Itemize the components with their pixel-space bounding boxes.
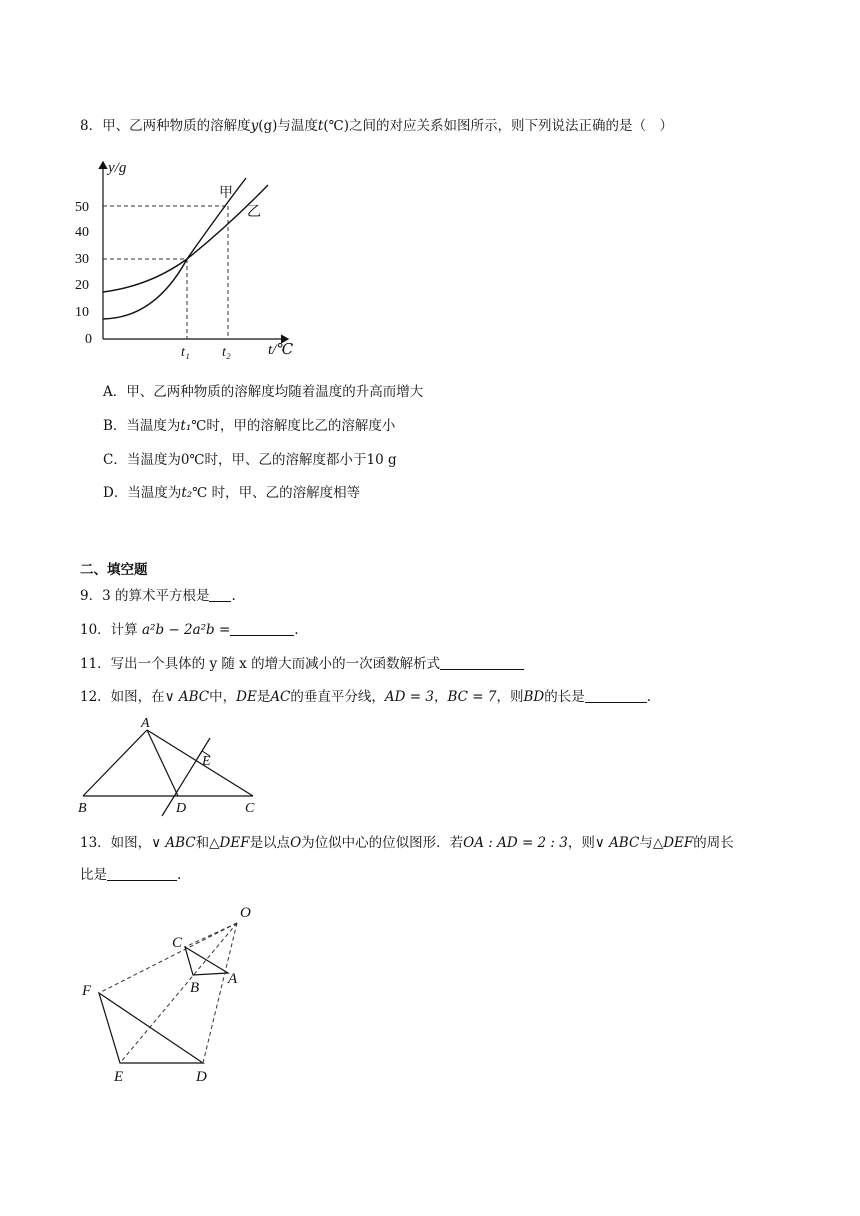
q12-text: 的垂直平分线， bbox=[290, 689, 385, 705]
q12-figure bbox=[70, 712, 270, 818]
q13-text: 和 bbox=[195, 835, 210, 851]
solubility-graph bbox=[70, 150, 310, 365]
q12 bbox=[80, 687, 651, 707]
point-c-label: C bbox=[245, 801, 255, 816]
option-math: t₂ bbox=[181, 485, 193, 501]
y-symbol: y bbox=[250, 118, 259, 134]
q10-text: 10．计算 bbox=[80, 622, 138, 638]
q13-text-end: . bbox=[177, 867, 182, 883]
q13-triangle: ABC bbox=[609, 835, 640, 851]
option-text: A．甲、乙两种物质的溶解度均随着温度的升高而增大 bbox=[103, 384, 424, 400]
option-math: t₁ bbox=[180, 418, 192, 434]
q13-line1 bbox=[80, 833, 734, 853]
q12-eq: AD = 3 bbox=[384, 689, 434, 705]
point-f-label: F bbox=[82, 983, 92, 999]
q12-eq: BC = 7 bbox=[447, 689, 497, 705]
point-a-label: A bbox=[228, 971, 238, 987]
q8-stem-part: 之间的对应关系如图所示，则下列说法正确的是（ ） bbox=[349, 118, 673, 134]
q10-expression: a²b − 2a²b = bbox=[141, 622, 231, 638]
q13-triangle: ABC bbox=[165, 835, 196, 851]
triangle-symbol: △ bbox=[209, 835, 220, 851]
option-text: ℃时，甲的溶解度比乙的溶解度小 bbox=[191, 418, 396, 434]
q13-triangle: DEF bbox=[219, 835, 250, 851]
curve-jia-label: 甲 bbox=[219, 186, 233, 201]
q8-stem-part: 8．甲、乙两种物质的溶解度 bbox=[80, 118, 251, 134]
y-unit: (g) bbox=[258, 118, 278, 134]
y-tick-30: 30 bbox=[75, 252, 89, 267]
curve-yi bbox=[103, 185, 268, 292]
option-text: C．当温度为0℃时，甲、乙的溶解度都小于 bbox=[103, 452, 367, 468]
point-a-label: A bbox=[141, 716, 150, 731]
x-axis-label: t/℃ bbox=[268, 342, 294, 358]
q9-text: 9．3 的算术平方根是 bbox=[80, 588, 210, 604]
q13-text: 与 bbox=[639, 835, 653, 851]
triangle-symbol: ∨ bbox=[164, 689, 179, 705]
q9 bbox=[80, 586, 236, 606]
q11 bbox=[80, 654, 524, 674]
section-title: 二、填空题 bbox=[80, 562, 148, 578]
q8-stem-part: 与温度 bbox=[277, 118, 318, 134]
q13-text: 是以点 bbox=[249, 835, 291, 851]
y-tick-20: 20 bbox=[75, 278, 89, 293]
q13-figure bbox=[70, 895, 270, 1095]
q8-option-d[interactable] bbox=[103, 483, 360, 503]
q11-answer-blank[interactable] bbox=[440, 655, 524, 670]
point-b-label: B bbox=[78, 801, 87, 816]
triangle-symbol: ∨ bbox=[594, 835, 610, 851]
y-tick-50: 50 bbox=[75, 200, 89, 215]
point-e-label: E bbox=[114, 1069, 124, 1085]
t-unit: (℃) bbox=[323, 118, 349, 134]
x-tick-t2: t₂ bbox=[222, 345, 231, 360]
triangle-symbol: △ bbox=[652, 835, 664, 851]
point-d-label: D bbox=[196, 1069, 207, 1085]
q12-seg: BD bbox=[523, 689, 545, 705]
q13-ratio: OA : AD = 2 : 3 bbox=[463, 835, 568, 851]
q12-text-end: . bbox=[646, 689, 651, 705]
q13-text: 为位似中心的位似图形．若 bbox=[301, 835, 464, 851]
q11-text: 11．写出一个具体的 y 随 x 的增大而减小的一次函数解析式 bbox=[80, 656, 441, 672]
triangle-symbol: ∨ bbox=[151, 835, 166, 851]
q12-seg: DE bbox=[236, 689, 257, 705]
q10 bbox=[80, 620, 299, 640]
q8-option-a[interactable] bbox=[103, 382, 423, 402]
q13-point: O bbox=[290, 835, 302, 851]
q12-text: 是 bbox=[256, 689, 271, 705]
q12-text: ， bbox=[433, 689, 448, 705]
t-symbol: t bbox=[317, 118, 324, 134]
q12-answer-blank[interactable] bbox=[585, 688, 647, 703]
q12-text: 中， bbox=[209, 689, 237, 705]
q8-option-b[interactable] bbox=[103, 416, 395, 436]
q8-option-c[interactable] bbox=[103, 450, 397, 470]
point-c-label: C bbox=[172, 935, 183, 951]
option-text: ℃ 时，甲、乙的溶解度相等 bbox=[192, 485, 361, 501]
q12-text: 的长是 bbox=[544, 689, 585, 705]
q13-text: ，则 bbox=[567, 835, 595, 851]
curve-yi-label: 乙 bbox=[247, 205, 261, 220]
q13-text: 13．如图， bbox=[80, 835, 152, 851]
point-e-label: E bbox=[202, 754, 211, 769]
option-math: 10 g bbox=[366, 452, 397, 468]
q12-seg: AC bbox=[270, 689, 291, 705]
y-tick-0: 0 bbox=[85, 332, 92, 347]
q13-triangle: DEF bbox=[663, 835, 694, 851]
point-o-label: O bbox=[240, 905, 251, 921]
q10-answer-blank[interactable] bbox=[230, 621, 294, 636]
y-tick-40: 40 bbox=[75, 225, 89, 240]
q13-text: 的周长 bbox=[693, 835, 734, 851]
point-d-label: D bbox=[176, 801, 187, 816]
y-tick-10: 10 bbox=[75, 305, 89, 320]
q9-text-end: . bbox=[231, 588, 236, 604]
q12-text: ，则 bbox=[496, 689, 524, 705]
point-b-label: B bbox=[190, 980, 200, 996]
q8-stem bbox=[80, 116, 673, 136]
option-text: D．当温度为 bbox=[103, 485, 182, 501]
x-tick-t1: t₁ bbox=[181, 345, 190, 360]
q13-text: 比是 bbox=[80, 867, 107, 883]
q13-line2 bbox=[80, 865, 181, 885]
q10-text-end: . bbox=[294, 622, 299, 638]
q9-answer-blank[interactable] bbox=[209, 587, 231, 602]
q12-triangle: ABC bbox=[178, 689, 210, 705]
option-text: B．当温度为 bbox=[103, 418, 181, 434]
y-axis-label: y/g bbox=[108, 160, 127, 176]
q12-text: 12．如图，在 bbox=[80, 689, 165, 705]
q13-answer-blank[interactable] bbox=[107, 866, 177, 881]
